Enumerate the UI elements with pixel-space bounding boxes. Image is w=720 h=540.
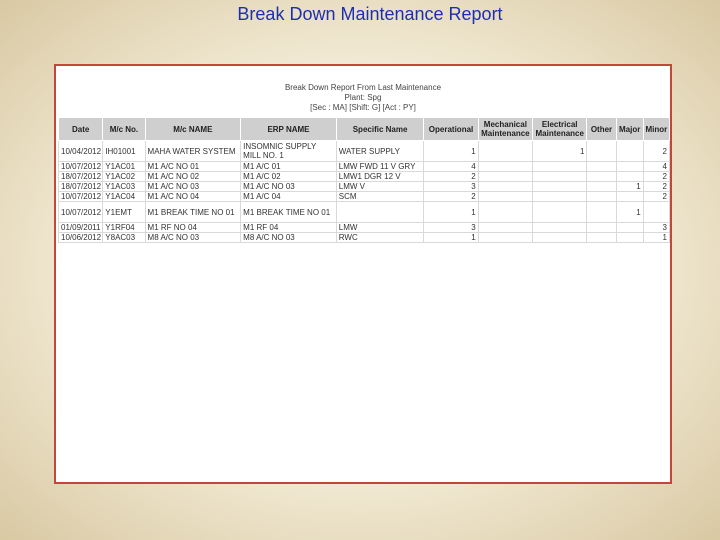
cell-operational: 1 xyxy=(424,141,478,162)
report-plant: Plant: Spg xyxy=(344,93,382,102)
cell-operational: 2 xyxy=(424,172,478,182)
cell-mechanical xyxy=(478,172,532,182)
cell-minor: 2 xyxy=(643,172,669,182)
cell-mechanical xyxy=(478,192,532,202)
cell-major xyxy=(616,223,643,233)
col-mc-name: M/c NAME xyxy=(145,118,241,141)
cell-operational: 3 xyxy=(424,223,478,233)
cell-minor: 1 xyxy=(643,233,669,243)
report-filters: [Sec : MA] [Shift: G] [Act : PY] xyxy=(310,103,416,112)
col-erp-name: ERP NAME xyxy=(241,118,337,141)
report-table xyxy=(58,117,670,243)
col-specific-name: Specific Name xyxy=(336,118,424,141)
table-body xyxy=(59,141,670,243)
cell-other xyxy=(587,223,616,233)
cell-electrical xyxy=(533,182,587,192)
cell-mc-no: Y1AC03 xyxy=(103,182,145,192)
cell-erp-name: M1 A/C 04 xyxy=(241,192,337,202)
cell-date: 10/07/2012 xyxy=(59,162,103,172)
cell-mc-no: Y1EMT xyxy=(103,202,145,223)
cell-electrical xyxy=(533,162,587,172)
col-date: Date xyxy=(59,118,103,141)
cell-mc-no: Y1AC02 xyxy=(103,172,145,182)
cell-mc-name: M1 RF NO 04 xyxy=(145,223,241,233)
cell-specific-name: SCM xyxy=(336,192,424,202)
col-major: Major xyxy=(616,118,643,141)
cell-major xyxy=(616,162,643,172)
cell-date: 18/07/2012 xyxy=(59,182,103,192)
cell-mechanical xyxy=(478,141,532,162)
cell-electrical xyxy=(533,223,587,233)
cell-date: 10/04/2012 xyxy=(59,141,103,162)
cell-erp-name: M1 A/C 02 xyxy=(241,172,337,182)
cell-operational: 1 xyxy=(424,233,478,243)
cell-mc-no: Y1AC04 xyxy=(103,192,145,202)
table-row xyxy=(59,202,670,223)
cell-specific-name xyxy=(336,202,424,223)
cell-mc-name: M1 A/C NO 04 xyxy=(145,192,241,202)
cell-date: 10/07/2012 xyxy=(59,202,103,223)
cell-major: 1 xyxy=(616,202,643,223)
cell-specific-name: LMW V xyxy=(336,182,424,192)
report-header xyxy=(56,83,670,113)
cell-major xyxy=(616,172,643,182)
cell-operational: 1 xyxy=(424,202,478,223)
cell-mc-no: Y1RF04 xyxy=(103,223,145,233)
slide-title: Break Down Maintenance Report xyxy=(237,4,503,24)
col-other: Other xyxy=(587,118,616,141)
cell-erp-name: M1 BREAK TIME NO 01 xyxy=(241,202,337,223)
cell-mc-name: M1 A/C NO 02 xyxy=(145,172,241,182)
table-row xyxy=(59,233,670,243)
col-minor: Minor xyxy=(643,118,669,141)
cell-specific-name: LMW1 DGR 12 V xyxy=(336,172,424,182)
cell-mc-name: MAHA WATER SYSTEM xyxy=(145,141,241,162)
report-title: Break Down Report From Last Maintenance xyxy=(284,83,442,92)
cell-date: 10/07/2012 xyxy=(59,192,103,202)
cell-mc-no: Y8AC03 xyxy=(103,233,145,243)
cell-mc-name: M1 A/C NO 03 xyxy=(145,182,241,192)
cell-other xyxy=(587,233,616,243)
cell-other xyxy=(587,202,616,223)
table-row xyxy=(59,141,670,162)
report-frame xyxy=(54,64,672,484)
cell-specific-name: RWC xyxy=(336,233,424,243)
cell-other xyxy=(587,192,616,202)
cell-specific-name: WATER SUPPLY xyxy=(336,141,424,162)
cell-electrical xyxy=(533,233,587,243)
cell-operational: 4 xyxy=(424,162,478,172)
cell-mechanical xyxy=(478,202,532,223)
cell-erp-name: M1 A/C NO 03 xyxy=(241,182,337,192)
table-row xyxy=(59,182,670,192)
cell-major xyxy=(616,141,643,162)
cell-electrical xyxy=(533,202,587,223)
cell-minor: 3 xyxy=(643,223,669,233)
cell-other xyxy=(587,182,616,192)
cell-major xyxy=(616,192,643,202)
cell-mc-name: M1 A/C NO 01 xyxy=(145,162,241,172)
cell-other xyxy=(587,141,616,162)
cell-mechanical xyxy=(478,162,532,172)
cell-erp-name: M1 A/C 01 xyxy=(241,162,337,172)
cell-minor xyxy=(643,202,669,223)
cell-major: 1 xyxy=(616,182,643,192)
cell-other xyxy=(587,162,616,172)
cell-mc-no: IH01001 xyxy=(103,141,145,162)
table-row xyxy=(59,192,670,202)
cell-minor: 4 xyxy=(643,162,669,172)
table-row xyxy=(59,162,670,172)
cell-date: 10/06/2012 xyxy=(59,233,103,243)
cell-specific-name: LMW xyxy=(336,223,424,233)
cell-erp-name: INSOMNIC SUPPLY MILL NO. 1 xyxy=(241,141,337,162)
table-header-row xyxy=(59,118,670,141)
cell-minor: 2 xyxy=(643,182,669,192)
cell-erp-name: M8 A/C NO 03 xyxy=(241,233,337,243)
cell-mc-name: M8 A/C NO 03 xyxy=(145,233,241,243)
col-mc-no: M/c No. xyxy=(103,118,145,141)
cell-minor: 2 xyxy=(643,141,669,162)
cell-date: 18/07/2012 xyxy=(59,172,103,182)
col-operational: Operational xyxy=(424,118,478,141)
cell-minor: 2 xyxy=(643,192,669,202)
table-row xyxy=(59,223,670,233)
cell-other xyxy=(587,172,616,182)
cell-operational: 2 xyxy=(424,192,478,202)
cell-major xyxy=(616,233,643,243)
col-mechanical: Mechanical Maintenance xyxy=(478,118,532,141)
cell-mc-name: M1 BREAK TIME NO 01 xyxy=(145,202,241,223)
cell-mechanical xyxy=(478,223,532,233)
col-electrical: Electrical Maintenance xyxy=(533,118,587,141)
table-row xyxy=(59,172,670,182)
cell-mc-no: Y1AC01 xyxy=(103,162,145,172)
cell-electrical xyxy=(533,192,587,202)
cell-electrical xyxy=(533,172,587,182)
cell-erp-name: M1 RF 04 xyxy=(241,223,337,233)
cell-mechanical xyxy=(478,182,532,192)
cell-specific-name: LMW FWD 11 V GRY xyxy=(336,162,424,172)
cell-operational: 3 xyxy=(424,182,478,192)
cell-electrical: 1 xyxy=(533,141,587,162)
cell-date: 01/09/2011 xyxy=(59,223,103,233)
cell-mechanical xyxy=(478,233,532,243)
